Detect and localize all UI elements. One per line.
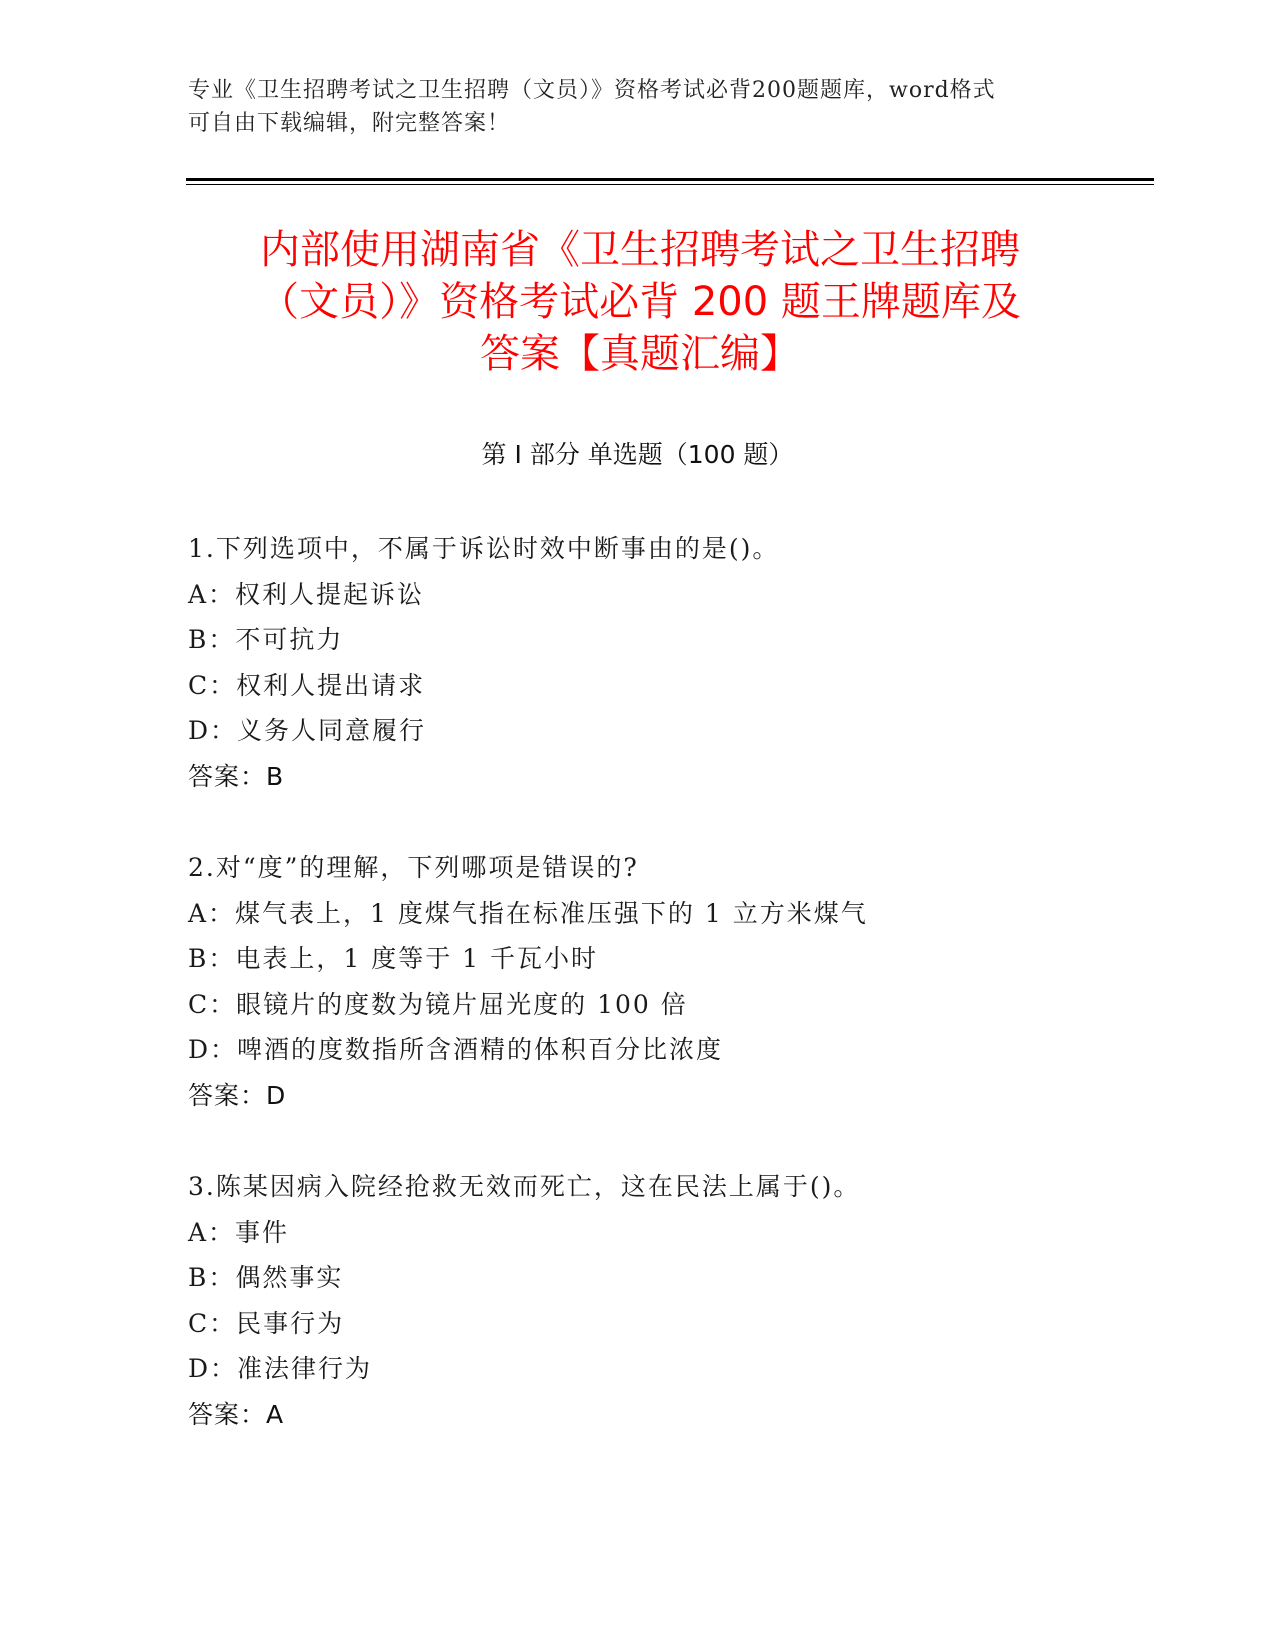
option-b: B：不可抗力 bbox=[188, 625, 344, 654]
option-d: D：准法律行为 bbox=[188, 1354, 373, 1383]
answer-label: 答案：A bbox=[188, 1399, 285, 1429]
option-b: B：电表上，1 度等于 1 千瓦小时 bbox=[188, 944, 599, 973]
option-c: C：眼镜片的度数为镜片屈光度的 100 倍 bbox=[188, 989, 688, 1019]
question-item bbox=[188, 845, 1148, 1118]
option-a: A：权利人提起诉讼 bbox=[188, 579, 425, 609]
header-note-line: 专业《卫生招聘考试之卫生招聘（文员）》资格考试必背200题题库，word格式 bbox=[188, 78, 996, 103]
question-item bbox=[188, 1164, 1148, 1437]
question-stem: 3.陈某因病入院经抢救无效而死亡，这在民法上属于()。 bbox=[188, 1172, 861, 1201]
header-note-line: 可自由下载编辑，附完整答案！ bbox=[188, 111, 511, 136]
question-list bbox=[188, 526, 1148, 1483]
option-c: C：民事行为 bbox=[188, 1308, 345, 1338]
option-a: A：煤气表上，1 度煤气指在标准压强下的 1 立方米煤气 bbox=[188, 898, 868, 928]
answer-label: 答案：D bbox=[188, 1080, 287, 1110]
option-d: D：啤酒的度数指所含酒精的体积百分比浓度 bbox=[188, 1035, 724, 1064]
question-stem: 1.下列选项中，不属于诉讼时效中断事由的是()。 bbox=[188, 534, 780, 563]
header-divider-thin bbox=[186, 184, 1154, 185]
document-title-line: 答案【真题汇编】 bbox=[480, 331, 800, 377]
document-title-line: （文员）》资格考试必背 200 题王牌题库及 bbox=[259, 279, 1021, 325]
question-item bbox=[188, 526, 1148, 799]
option-c: C：权利人提出请求 bbox=[188, 670, 426, 700]
document-title-line: 内部使用湖南省《卫生招聘考试之卫生招聘 bbox=[260, 227, 1020, 273]
option-b: B：偶然事实 bbox=[188, 1263, 344, 1292]
answer-label: 答案：B bbox=[188, 761, 285, 791]
header-divider-thick bbox=[186, 178, 1154, 181]
section-title: 第 I 部分 单选题（100 题） bbox=[481, 440, 794, 469]
header-note bbox=[188, 74, 1088, 140]
document-title bbox=[160, 224, 1120, 380]
option-d: D：义务人同意履行 bbox=[188, 716, 427, 745]
question-stem: 2.对“度”的理解，下列哪项是错误的? bbox=[188, 853, 639, 882]
option-a: A：事件 bbox=[188, 1217, 290, 1247]
